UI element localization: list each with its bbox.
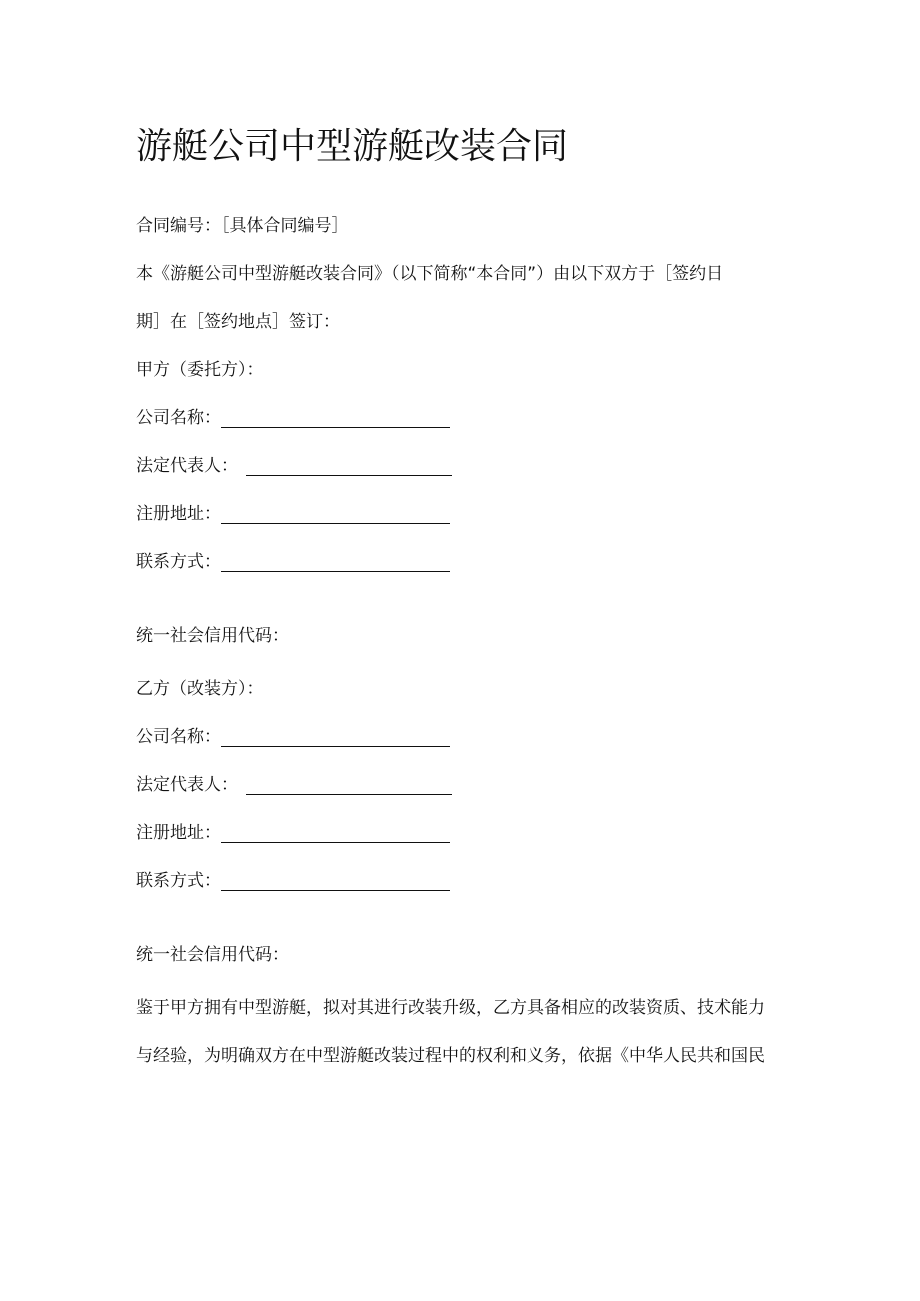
- party-a-rep-field: [136, 454, 452, 478]
- party-a-address-field: [136, 502, 450, 526]
- party-a-company-field: [136, 406, 450, 430]
- party-a-rep-label: 法定代表人：: [136, 456, 238, 476]
- party-a-credit-code: 统一社会信用代码：: [136, 626, 289, 646]
- party-b-address-label: 注册地址：: [136, 823, 221, 843]
- party-b-rep-blank[interactable]: [246, 776, 452, 795]
- party-b-credit-code: 统一社会信用代码：: [136, 945, 289, 965]
- party-a-contact-label: 联系方式：: [136, 552, 221, 572]
- document-title: 游艇公司中型游艇改装合同: [136, 126, 569, 167]
- party-a-contact-blank[interactable]: [221, 553, 450, 572]
- party-a-company-blank[interactable]: [221, 409, 450, 428]
- party-a-address-label: 注册地址：: [136, 504, 221, 524]
- party-b-rep-field: [136, 773, 452, 797]
- party-b-company-blank[interactable]: [221, 728, 450, 747]
- party-b-address-blank[interactable]: [221, 824, 450, 843]
- party-b-company-label: 公司名称：: [136, 727, 221, 747]
- intro-line-2: 期］在［签约地点］签订：: [136, 312, 340, 332]
- party-a-heading: 甲方（委托方）：: [136, 360, 264, 380]
- recital-line-1: 鉴于甲方拥有中型游艇，拟对其进行改装升级，乙方具备相应的改装资质、技术能力: [136, 998, 765, 1018]
- party-a-address-blank[interactable]: [221, 505, 450, 524]
- recital-line-2: 与经验，为明确双方在中型游艇改装过程中的权利和义务，依据《中华人民共和国民: [136, 1046, 765, 1066]
- party-a-rep-blank[interactable]: [246, 457, 452, 476]
- party-b-contact-field: [136, 869, 450, 893]
- party-b-rep-label: 法定代表人：: [136, 775, 238, 795]
- party-b-heading: 乙方（改装方）：: [136, 679, 264, 699]
- party-b-contact-label: 联系方式：: [136, 871, 221, 891]
- intro-line-1: 本《游艇公司中型游艇改装合同》（以下简称“本合同”）由以下双方于［签约日: [136, 264, 724, 284]
- party-b-address-field: [136, 821, 450, 845]
- party-a-company-label: 公司名称：: [136, 408, 221, 428]
- contract-number: 合同编号：［具体合同编号］: [136, 216, 349, 236]
- party-b-company-field: [136, 725, 450, 749]
- party-b-contact-blank[interactable]: [221, 872, 450, 891]
- party-a-contact-field: [136, 550, 450, 574]
